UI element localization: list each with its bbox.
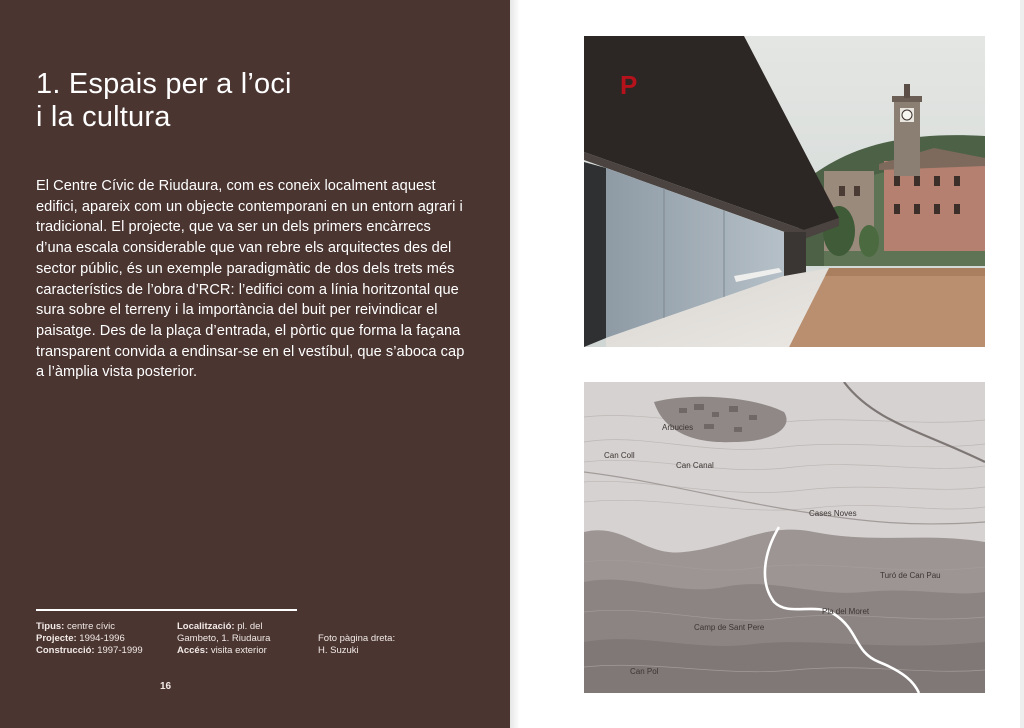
meta-foto-label: Foto pàgina dreta: [318, 633, 396, 644]
meta-acces: Accés: visita exterior [177, 645, 267, 657]
map-label-can-coll: Can Coll [604, 451, 635, 460]
meta-projecte: Projecte: 1994-1996 [36, 633, 125, 645]
map-label-arbucies: Arbucies [662, 423, 694, 432]
meta-column-1 [36, 621, 143, 658]
page-gutter [510, 0, 520, 728]
building-photo [584, 36, 985, 347]
title-line-2: i la cultura [36, 101, 171, 133]
photo-marker: P [620, 70, 638, 100]
body-paragraph: El Centre Cívic de Riudaura, com es coneix localment aquest edifici, apareix com un objecte contemporani en un entorn agrari i tradicional. El projecte, que va ser un dels primers encàrrecs d’una escala considerable que van rebre els arquitectes des del sector públic, és un exemple paradigmàtic de dos dels trets més característics de l’obra d’RCR: l’edifici com a línia horitzontal que sura sobre el terreny i la importància del buit per reivindicar el paisatge. Des de la plaça d’entrada, el pòrtic que forma la façana transparent convida a endinsar-se en el vestíbul, que s’aboca cap a l’àmplia vista posterior. [36, 178, 465, 381]
map-label-can-canal: Can Canal [676, 461, 714, 470]
meta-localitzacio: Localització: pl. del [177, 621, 263, 632]
left-page [0, 0, 510, 728]
meta-construccio: Construcció: 1997-1999 [36, 645, 143, 657]
map-label-camp: Camp de Sant Pere [694, 623, 765, 632]
location-map [584, 382, 985, 693]
map-label-can-pol: Can Pol [630, 667, 659, 676]
meta-foto-credit: H. Suzuki [318, 645, 359, 657]
meta-tipus: Tipus: centre cívic [36, 621, 116, 632]
right-page [510, 0, 1024, 728]
map-label-cases-noves: Cases Noves [809, 509, 857, 518]
meta-localitzacio-cont: Gambeto, 1. Riudaura [177, 633, 271, 645]
page-edge [1020, 0, 1024, 728]
divider-rule [36, 609, 297, 611]
page-title [36, 68, 476, 134]
page-number: 16 [160, 681, 172, 692]
map-label-turo: Turó de Can Pau [880, 571, 941, 580]
meta-column-3 [318, 621, 395, 657]
meta-column-2 [177, 621, 270, 658]
title-line-1: 1. Espais per a l’oci [36, 68, 292, 100]
map-label-pla-moret: Pla del Moret [822, 607, 870, 616]
